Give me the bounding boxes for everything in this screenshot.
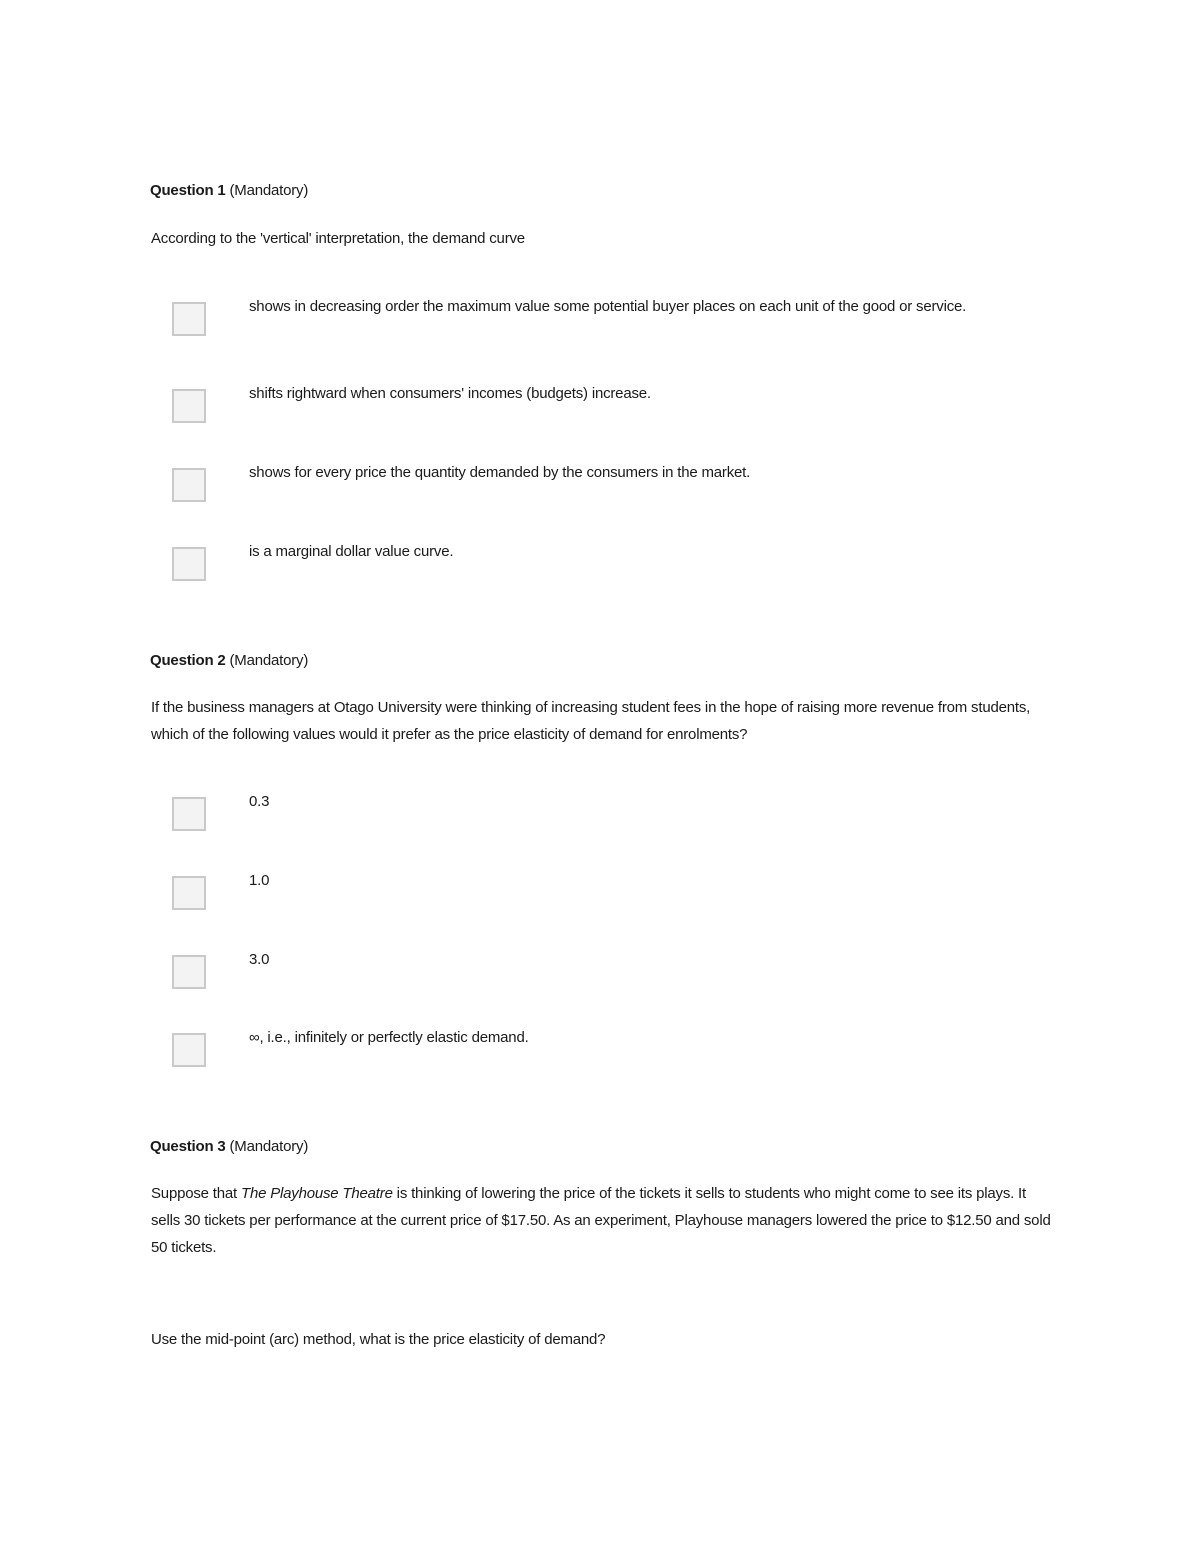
q2-option-3-label: 3.0 [249, 951, 270, 968]
theatre-name: The Playhouse Theatre [240, 1185, 393, 1202]
prompt-text: Suppose that [151, 1185, 241, 1202]
question-2-title [150, 651, 308, 671]
q1-option-1-checkbox[interactable] [172, 302, 206, 336]
q2-option-3-checkbox[interactable] [172, 955, 206, 989]
q2-option-1-checkbox[interactable] [172, 797, 206, 831]
q2-option-2-label: 1.0 [249, 872, 270, 889]
q1-option-2-checkbox[interactable] [172, 389, 206, 423]
q1-option-4-label: is a marginal dollar value curve. [249, 543, 454, 560]
prompt-text: is thinking of lowering the price of the tickets it sells to students who might come to see its plays. It sells 30 tickets per performance at the current price of $17.50. As an experiment, Playhouse managers lowered the price to $12.50 and sold 50 tickets. [151, 1185, 1051, 1256]
q2-option-4-checkbox[interactable] [172, 1033, 206, 1067]
question-1-title [150, 181, 308, 201]
question-1-prompt: According to the 'vertical' interpretation, the demand curve [151, 230, 525, 247]
q2-option-1-label: 0.3 [249, 793, 270, 810]
question-number: Question 2 [150, 652, 226, 669]
question-tag: (Mandatory) [229, 652, 309, 669]
q1-option-1-label: shows in decreasing order the maximum value some potential buyer places on each unit of the good or service. [249, 298, 967, 315]
question-tag: (Mandatory) [229, 182, 309, 199]
question-tag: (Mandatory) [229, 1138, 309, 1155]
q2-option-2-checkbox[interactable] [172, 876, 206, 910]
question-3-prompt [151, 1180, 1056, 1261]
question-number: Question 3 [150, 1138, 226, 1155]
question-2-prompt: If the business managers at Otago University were thinking of increasing student fees in the hope of raising more revenue from students, which of the following values would it prefer as the price elasticity of demand for enrolments? [151, 699, 1031, 743]
q1-option-2-label: shifts rightward when consumers' incomes (budgets) increase. [249, 385, 651, 402]
question-3-followup: Use the mid-point (arc) method, what is the price elasticity of demand? [151, 1331, 606, 1348]
question-number: Question 1 [150, 182, 226, 199]
question-3-title [150, 1137, 308, 1157]
q2-option-4-label: ∞, i.e., infinitely or perfectly elastic demand. [249, 1029, 529, 1046]
q1-option-3-label: shows for every price the quantity demanded by the consumers in the market. [249, 464, 751, 481]
q1-option-3-checkbox[interactable] [172, 468, 206, 502]
q1-option-4-checkbox[interactable] [172, 547, 206, 581]
